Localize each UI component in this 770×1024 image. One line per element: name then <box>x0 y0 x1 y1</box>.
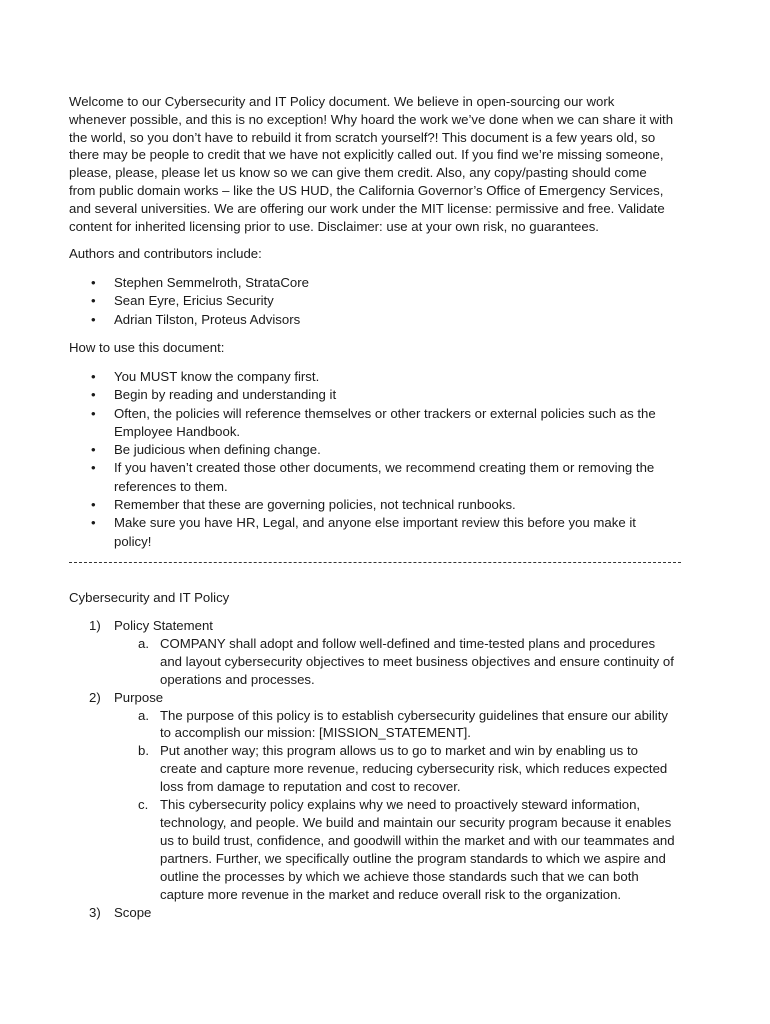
subsection-line: operations and processes. <box>160 671 315 687</box>
subsection-item <box>114 742 709 796</box>
intro-paragraph <box>69 93 709 235</box>
section-number: 2) <box>89 689 101 705</box>
howto-item <box>69 496 709 514</box>
howto-item <box>69 368 709 386</box>
authors-list <box>69 274 709 329</box>
subsection-line: us to build trust, confidence, and goodwill within the market and with our teammates and <box>160 832 675 848</box>
section-title: Purpose <box>114 689 164 705</box>
bullet-icon: • <box>91 293 96 309</box>
subsection-letter: a. <box>138 635 149 651</box>
howto-item <box>69 459 709 496</box>
author-item <box>69 311 709 329</box>
intro-line: the world, so you don’t have to rebuild it from scratch yourself?! This document is a few years old, so <box>69 129 656 145</box>
howto-line: Be judicious when defining change. <box>114 442 321 458</box>
subsection-list <box>114 707 709 904</box>
section-title: Policy Statement <box>114 618 213 633</box>
author-name: Stephen Semmelroth, StrataCore <box>114 275 309 290</box>
bullet-icon: • <box>91 497 96 513</box>
subsection-line: partners. Further, we specifically outline the program standards to which we aspire and <box>160 850 666 866</box>
policy-title: Cybersecurity and IT Policy <box>69 590 230 605</box>
howto-line: Employee Handbook. <box>114 423 241 439</box>
howto-list <box>69 368 709 551</box>
howto-line: You MUST know the company first. <box>114 369 320 384</box>
howto-item <box>69 405 709 442</box>
author-item <box>69 274 709 292</box>
howto-item <box>69 386 709 404</box>
intro-line: content for inherited licensing prior to use. Disclaimer: use at your own risk, no guarantees. <box>69 218 599 234</box>
authors-heading: Authors and contributors include: <box>69 246 262 261</box>
subsection-line: Put another way; this program allows us to go to market and win by enabling us to <box>160 743 638 759</box>
howto-heading: How to use this document: <box>69 340 225 355</box>
bullet-icon: • <box>91 515 96 531</box>
subsection-list <box>114 635 709 689</box>
section-title: Scope <box>114 904 152 920</box>
subsection-line: COMPANY shall adopt and follow well-defined and time-tested plans and procedures <box>160 635 656 651</box>
howto-item <box>69 441 709 459</box>
policy-outline <box>69 617 709 921</box>
bullet-icon: • <box>91 405 96 421</box>
author-item <box>69 292 709 310</box>
subsection-line: technology, and people. We build and maintain our security program because it enables <box>160 814 672 830</box>
subsection-letter: a. <box>138 707 149 723</box>
intro-line: from public domain works – like the US HUD, the California Governor’s Office of Emergency Services, <box>69 182 664 198</box>
howto-line: references to them. <box>114 478 228 494</box>
bullet-icon: • <box>91 387 96 403</box>
subsection-line: and layout cybersecurity objectives to meet business objectives and ensure continuity of <box>160 653 674 669</box>
section-divider <box>69 562 681 563</box>
bullet-icon: • <box>91 442 96 458</box>
section-number: 1) <box>89 618 101 633</box>
subsection-line: This cybersecurity policy explains why we need to proactively steward information, <box>160 797 641 813</box>
subsection-item <box>114 707 709 743</box>
intro-line: there may be people to credit that we have not explicitly called out. If you find we’re missing someone, <box>69 147 664 163</box>
section-number: 3) <box>89 904 101 920</box>
author-name: Adrian Tilston, Proteus Advisors <box>114 311 301 327</box>
policy-section <box>69 904 709 922</box>
howto-item <box>69 514 709 551</box>
bullet-icon: • <box>91 460 96 476</box>
intro-line: whenever possible, and this is no exception! Why hoard the work we’ve done when we can share it with <box>69 111 674 127</box>
howto-line: policy! <box>114 533 152 549</box>
subsection-line: to accomplish our mission: [MISSION_STATEMENT]. <box>160 725 471 741</box>
intro-line: please, please, please let us know so we can give them credit. Also, any copy/pasting should come <box>69 165 647 181</box>
bullet-icon: • <box>91 275 96 290</box>
subsection-line: outline the processes by which we achieve those standards such that we can both <box>160 868 639 884</box>
subsection-line: create and capture more revenue, reducing cybersecurity risk, which reduces expected <box>160 761 668 777</box>
howto-line: Make sure you have HR, Legal, and anyone else important review this before you make it <box>114 515 636 531</box>
subsection-item <box>114 635 709 689</box>
subsection-item <box>114 796 709 903</box>
policy-section <box>69 689 709 904</box>
subsection-line: loss from damage to reputation and cost to recover. <box>160 779 461 795</box>
intro-line: Welcome to our Cybersecurity and IT Policy document. We believe in open-sourcing our work <box>69 94 615 109</box>
intro-line: and several universities. We are offering our work under the MIT license: permissive and free. Validate <box>69 200 665 216</box>
subsection-letter: b. <box>138 743 149 759</box>
policy-section <box>69 617 709 689</box>
howto-line: Remember that these are governing policies, not technical runbooks. <box>114 497 516 513</box>
howto-line: If you haven’t created those other documents, we recommend creating them or removing the <box>114 460 655 476</box>
subsection-letter: c. <box>138 797 149 813</box>
bullet-icon: • <box>91 311 96 327</box>
howto-line: Often, the policies will reference themselves or other trackers or external policies such as the <box>114 405 656 421</box>
subsection-line: capture more revenue in the market and reduce overall risk to the organization. <box>160 886 622 902</box>
howto-line: Begin by reading and understanding it <box>114 387 337 403</box>
author-name: Sean Eyre, Ericius Security <box>114 293 274 309</box>
subsection-line: The purpose of this policy is to establish cybersecurity guidelines that ensure our ability <box>160 707 668 723</box>
bullet-icon: • <box>91 369 96 384</box>
